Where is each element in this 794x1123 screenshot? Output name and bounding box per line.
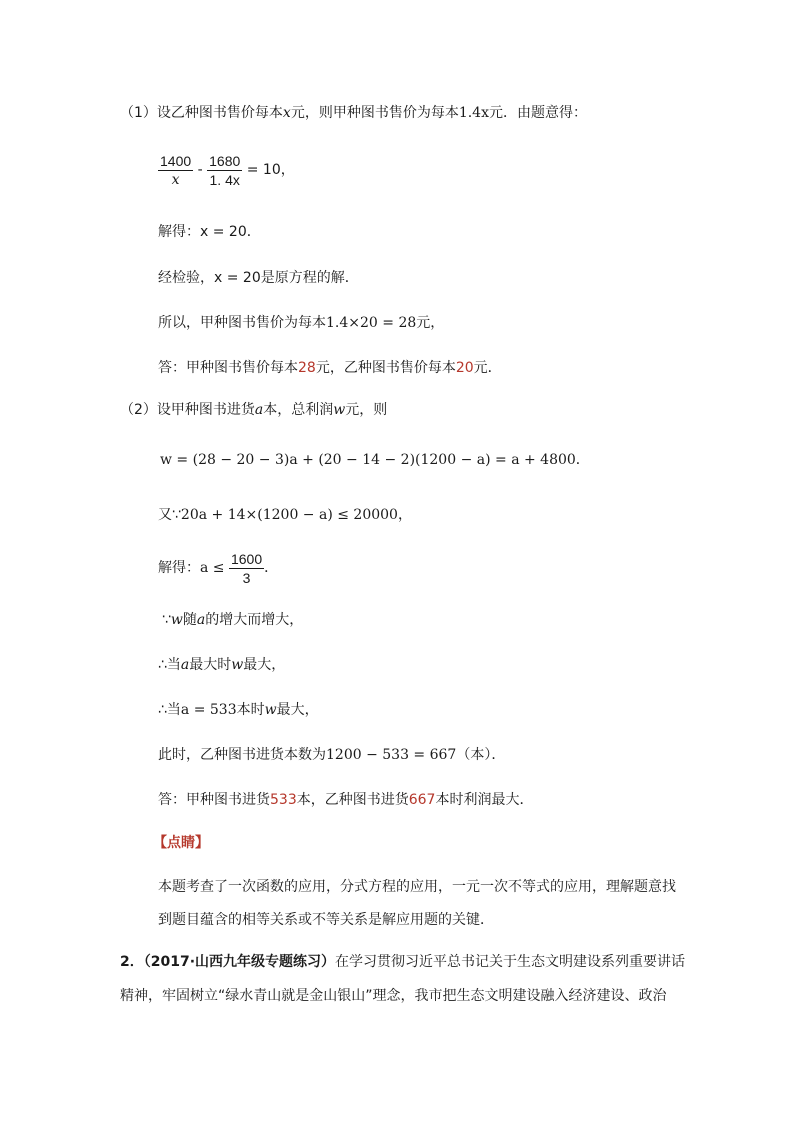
question-2-line-2: 精神，牢固树立“绿水青山就是金山银山”理念，我市把生态文明建设融入经济建设、政治 [120, 988, 667, 1004]
question-number: 2． [120, 954, 144, 970]
p2-now [158, 745, 505, 765]
therefore-text: ∴当 [158, 702, 181, 718]
p2-answer [158, 790, 533, 810]
fraction-numerator: 1400 [160, 152, 192, 169]
answer-value-28: 28 [298, 360, 316, 376]
fraction-1600-3 [229, 550, 264, 587]
p2-heading-text-c: 元，则 [345, 402, 388, 418]
answer-text-b: 本，乙种图书进货 [296, 792, 409, 808]
solve-lhs: a ≤ [200, 560, 225, 576]
therefore-text-b: 本时 [236, 702, 265, 718]
p2-heading [120, 400, 387, 420]
answer-text-c: 本时利润最大． [435, 792, 534, 808]
now-text-b: （本）． [456, 747, 506, 763]
minus-sign: - [197, 162, 203, 178]
fraction-denominator: x [171, 171, 180, 188]
var-a: a [180, 657, 190, 673]
therefore-text-c: 最大， [276, 702, 319, 718]
comment-tag: 【点睛】 [153, 835, 209, 851]
now-text-a: 此时，乙种图书进货本数为 [158, 747, 326, 763]
profit-equation: w = (28 − 20 − 3)a + (20 − 14 − 2)(1200 − a) = a + 4800． [160, 452, 590, 468]
because-symbol: ∵ [162, 612, 171, 628]
answer-text-a: 答：甲种图书进货 [158, 792, 270, 808]
question-2-line-1 [120, 952, 685, 972]
answer-value-533: 533 [270, 792, 297, 808]
answer-text-a: 答：甲种图书售价每本 [158, 360, 298, 376]
fraction-1400-x [158, 152, 193, 189]
question-text-a: 在学习贯彻习近平总书记关于生态文明建设系列重要讲话 [335, 954, 686, 970]
fraction-denominator: 1. 4x [209, 171, 240, 188]
p2-therefore-1 [158, 655, 285, 675]
answer-text-b: 元，乙种图书售价每本 [315, 360, 456, 376]
fraction-denominator: 3 [242, 569, 251, 586]
p2-heading-text-a: （2）设甲种图书进货 [120, 402, 255, 418]
fraction-equation [158, 150, 295, 190]
therefore-equation: a = 533 [180, 702, 237, 718]
answer-value-667: 667 [408, 792, 436, 808]
solve-label: 解得： [158, 560, 200, 576]
p2-heading-text-b: 本，总利润 [263, 402, 334, 418]
since-text-b: 随 [182, 612, 197, 628]
check-text-a: 经检验， [158, 270, 214, 286]
check-equation: x = 20 [214, 270, 261, 286]
inequality-expression: 20a + 14×(1200 − a) ≤ 20000， [180, 507, 412, 523]
conclusion-text-a: 所以，甲种图书售价为每本 [158, 315, 326, 331]
answer-text-c: 元． [473, 360, 502, 376]
p2-therefore-2 [158, 700, 319, 720]
fraction-1680-1-4x [207, 152, 242, 189]
p1-heading-text-b: 元，则甲种图书售价为每本 [290, 105, 459, 121]
var-w: w [264, 702, 277, 718]
value-1-4x: 1.4x [458, 105, 489, 121]
var-w: w [170, 612, 183, 628]
conclusion-equation: 1.4×20 = 28 [326, 315, 417, 331]
solve-label: 解得： [158, 224, 200, 240]
p1-check [158, 268, 359, 288]
now-equation: 1200 − 533 = 667 [326, 747, 457, 763]
comment-line-2: 到题目蕴含的相等关系或不等关系是解应用题的关键． [158, 912, 494, 928]
var-w: w [333, 402, 346, 418]
p1-heading [120, 103, 587, 123]
p2-inequality [158, 505, 412, 525]
therefore-text: ∴当 [158, 657, 181, 673]
p1-conclusion [158, 313, 444, 333]
p1-answer [158, 358, 502, 378]
equation-rhs: = 10， [246, 162, 295, 178]
therefore-text-b: 最大时 [189, 657, 232, 673]
var-a: a [196, 612, 206, 628]
var-w: w [231, 657, 244, 673]
p1-solve [158, 222, 261, 242]
comment-line-1: 本题考查了一次函数的应用，分式方程的应用，一元一次不等式的应用，理解题意找 [158, 879, 676, 895]
check-text-b: 是原方程的解． [260, 270, 359, 286]
p2-solve [158, 548, 278, 588]
var-x: x [282, 105, 291, 121]
solve-end: ． [264, 560, 279, 576]
fraction-numerator: 1680 [209, 152, 241, 169]
p2-since [162, 610, 303, 630]
conclusion-text-b: 元， [416, 315, 445, 331]
solve-equation: x = 20． [200, 224, 261, 240]
answer-value-20: 20 [455, 360, 474, 376]
p1-heading-text-a: （1）设乙种图书售价每本 [120, 105, 283, 121]
question-source: （2017·山西九年级专题练习） [143, 954, 336, 970]
inequality-text: 又∵ [158, 507, 181, 523]
p1-heading-text-c: 元．由题意得： [489, 105, 587, 121]
fraction-numerator: 1600 [230, 550, 263, 567]
since-text-c: 的增大而增大， [205, 612, 304, 628]
therefore-text-c: 最大， [243, 657, 286, 673]
var-a: a [254, 402, 264, 418]
